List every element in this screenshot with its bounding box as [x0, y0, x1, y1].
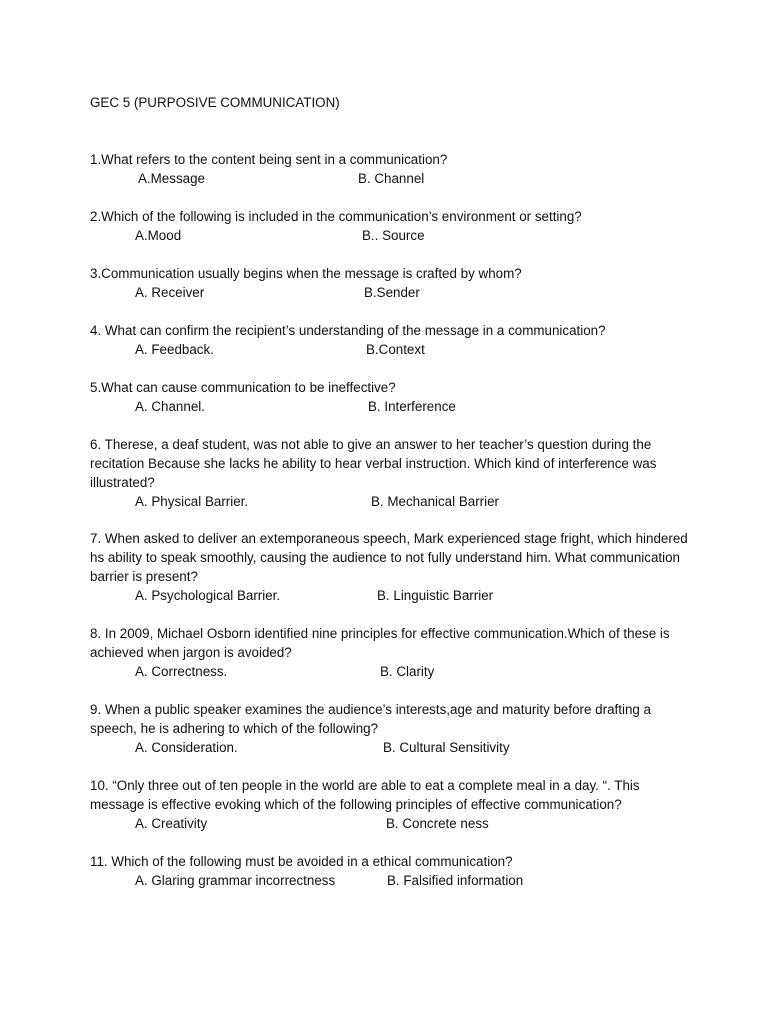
question-6	[90, 435, 690, 511]
question-text: 2.Which of the following is included in the communication’s environment or setting?	[90, 209, 582, 224]
answer-options	[90, 340, 690, 359]
answer-options	[90, 586, 690, 605]
option-b: B.. Source	[362, 228, 425, 243]
option-a: A. Channel.	[135, 399, 205, 414]
option-b: B. Falsified information	[387, 873, 524, 888]
answer-options	[90, 738, 690, 757]
option-a: A. Physical Barrier.	[135, 494, 249, 509]
option-b: B. Clarity	[380, 664, 435, 679]
option-b: B.Sender	[364, 285, 420, 300]
answer-options	[90, 283, 690, 302]
question-2	[90, 207, 690, 245]
question-text: 10. “Only three out of ten people in the world are able to eat a complete meal in a day. “. This message is effective evoking which of the following principles of effective communication?	[90, 778, 640, 812]
question-8	[90, 624, 690, 681]
question-1	[90, 150, 690, 188]
question-3	[90, 264, 690, 302]
question-text: 4. What can confirm the recipient’s understanding of the message in a communication?	[90, 323, 606, 338]
option-b: B. Cultural Sensitivity	[383, 740, 510, 755]
option-a: A. Receiver	[135, 285, 205, 300]
question-text: 7. When asked to deliver an extemporaneous speech, Mark experienced stage fright, which hindered hs ability to speak smoothly, causing the audience to not fully understand him. What communication barrier is present?	[90, 531, 688, 584]
question-4	[90, 321, 690, 359]
option-b: B. Concrete ness	[386, 816, 489, 831]
question-text: 1.What refers to the content being sent in a communication?	[90, 152, 448, 167]
answer-options	[90, 814, 690, 833]
answer-options	[90, 492, 690, 511]
option-a: A. Consideration.	[135, 740, 238, 755]
option-b: B. Linguistic Barrier	[377, 588, 494, 603]
answer-options	[90, 169, 690, 188]
question-10	[90, 776, 690, 833]
option-b: B. Interference	[368, 399, 456, 414]
answer-options	[90, 871, 690, 890]
question-text: 3.Communication usually begins when the message is crafted by whom?	[90, 266, 522, 281]
question-11	[90, 852, 690, 890]
question-text: 5.What can cause communication to be ineffective?	[90, 380, 396, 395]
option-a: A. Psychological Barrier.	[135, 588, 281, 603]
document-title: GEC 5 (PURPOSIVE COMMUNICATION)	[90, 95, 340, 110]
option-b: B. Mechanical Barrier	[371, 494, 500, 509]
question-7	[90, 529, 690, 605]
option-a: A. Feedback.	[135, 342, 214, 357]
answer-options	[90, 226, 690, 245]
option-a: A.Mood	[135, 228, 182, 243]
option-b: B. Channel	[358, 171, 425, 186]
question-text: 11. Which of the following must be avoided in a ethical communication?	[90, 854, 513, 869]
option-a: A.Message	[138, 171, 205, 186]
option-a: A. Correctness.	[135, 664, 228, 679]
question-text: 9. When a public speaker examines the audience’s interests,age and maturity before drafting a speech, he is adhering to which of the following?	[90, 702, 652, 736]
option-b: B.Context	[366, 342, 425, 357]
question-9	[90, 700, 690, 757]
question-5	[90, 378, 690, 416]
question-text: 6. Therese, a deaf student, was not able to give an answer to her teacher’s question during the recitation Because she lacks he ability to hear verbal instruction. Which kind of interference was illustrated?	[90, 437, 657, 490]
option-a: A. Creativity	[135, 816, 208, 831]
question-text: 8. In 2009, Michael Osborn identified nine principles for effective communication.Which of these is achieved when jargon is avoided?	[90, 626, 670, 660]
option-a: A. Glaring grammar incorrectness	[135, 873, 336, 888]
answer-options	[90, 662, 690, 681]
answer-options	[90, 397, 690, 416]
